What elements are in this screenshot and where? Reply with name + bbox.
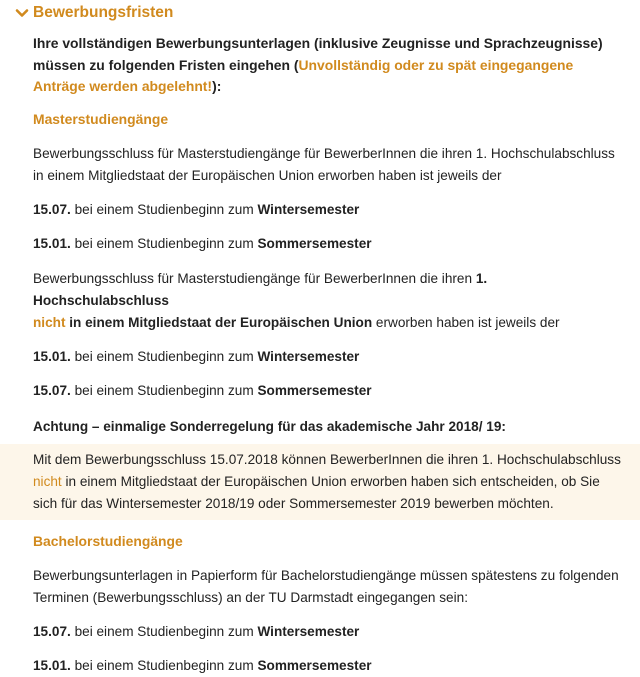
bachelor-date-1 (33, 621, 626, 643)
date: 15.01. (33, 235, 71, 251)
achtung-nicht: nicht (33, 473, 62, 489)
achtung-text-a: Mit dem Bewerbungsschluss 15.07.2018 können BewerberInnen die ihren 1. Hochschulabschluss (33, 451, 621, 467)
master-noneu-date-1 (33, 346, 626, 368)
section-toggle-bewerbungsfristen[interactable] (15, 1, 626, 25)
achtung-heading: Achtung – einmalige Sonderregelung für das akademische Jahr 2018/ 19: (33, 418, 506, 434)
date: 15.01. (33, 348, 71, 364)
master-eu-date-2 (33, 233, 626, 255)
master-heading: Masterstudiengänge (33, 110, 169, 127)
intro-part-1: Ihre vollständigen Bewerbungsunterlagen (inklusive Zeugnisse und Sprachzeugnisse) müssen zu folgenden Fristen eingehen ( (33, 35, 603, 73)
master-noneu-date-2 (33, 380, 626, 402)
date-middle: bei einem Studienbeginn zum (70, 235, 258, 251)
noneu-text-b: erworben haben ist jeweils der (372, 314, 560, 330)
noneu-text-a: Bewerbungsschluss für Masterstudiengänge für BewerberInnen die ihren (33, 270, 476, 286)
achtung-text (33, 449, 626, 515)
date-middle: bei einem Studienbeginn zum (70, 657, 258, 673)
semester: Sommersemester (257, 235, 372, 251)
semester: Wintersemester (257, 348, 360, 364)
intro-text (33, 33, 626, 98)
date: 15.07. (33, 201, 71, 217)
achtung-text-b: in einem Mitgliedstaat der Europäischen Union erworben haben sich entscheiden, ob Sie sich für das Wintersemester 2018/19 oder Sommersemester 2019 bewerben möchten. (33, 473, 600, 511)
semester: Wintersemester (257, 201, 360, 217)
noneu-bold-1: 1. Hochschulabschluss (33, 270, 488, 308)
noneu-nicht: nicht (33, 314, 66, 330)
date: 15.01. (33, 657, 71, 673)
chevron-down-icon (15, 6, 29, 20)
intro-warning: Unvollständig oder zu spät eingegangene Anträge werden abgelehnt! (33, 56, 574, 94)
bachelor-text: Bewerbungsunterlagen in Papierform für Bachelorstudiengänge müssen spätestens zu folgenden Terminen (Bewerbungsschluss) an der TU Darmstadt eingegangen sein: (33, 567, 619, 605)
date-middle: bei einem Studienbeginn zum (70, 348, 258, 364)
bachelor-heading: Bachelorstudiengänge (33, 532, 183, 549)
achtung-highlight-box (0, 444, 640, 520)
noneu-bold-2: in einem Mitgliedstaat der Europäischen Union (65, 314, 373, 330)
bachelor-date-2 (33, 655, 626, 677)
section-title: Bewerbungsfristen (33, 4, 174, 21)
master-eu-date-1 (33, 199, 626, 221)
page-content (0, 1, 640, 677)
date: 15.07. (33, 382, 71, 398)
semester: Sommersemester (257, 382, 372, 398)
master-eu-text: Bewerbungsschluss für Masterstudiengänge für BewerberInnen die ihren 1. Hochschulabschluss in einem Mitgliedstaat der Europäischen Union erworben haben ist jeweils der (33, 145, 615, 183)
date-middle: bei einem Studienbeginn zum (70, 382, 258, 398)
intro-part-2: ): (212, 78, 222, 94)
date: 15.07. (33, 623, 71, 639)
master-noneu-text (33, 268, 626, 334)
semester: Wintersemester (257, 623, 360, 639)
semester: Sommersemester (257, 657, 372, 673)
date-middle: bei einem Studienbeginn zum (70, 201, 258, 217)
date-middle: bei einem Studienbeginn zum (70, 623, 258, 639)
